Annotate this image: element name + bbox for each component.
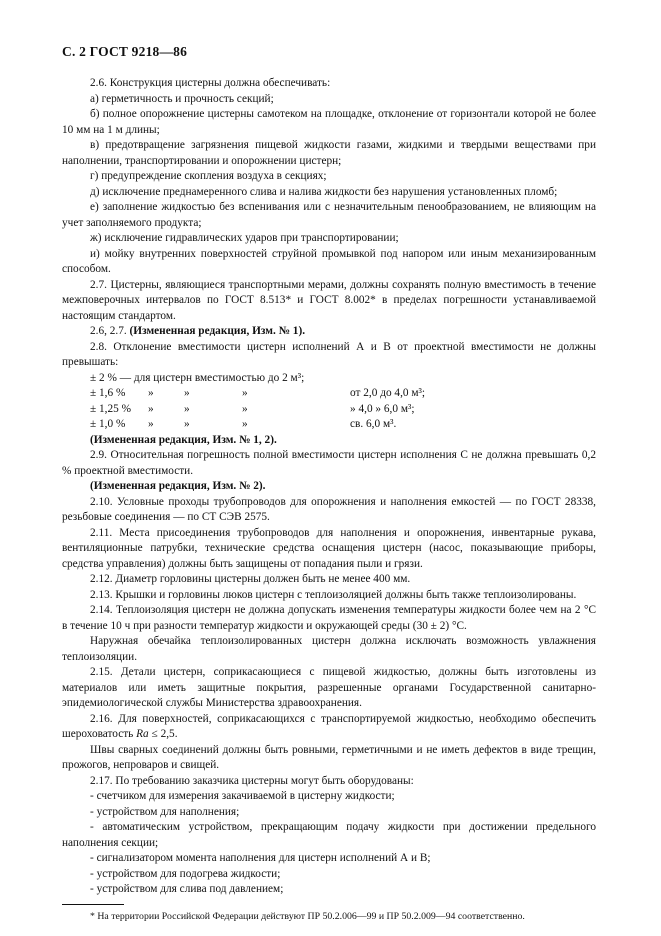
- tolerance-line-0: ± 2 % — для цистерн вместимостью до 2 м³;: [90, 371, 305, 384]
- clause-2-17-item: - устройством для наполнения;: [90, 805, 240, 818]
- clause-2-17-item: - автоматическим устройством, прекращающим подачу жидкости при достижении предельного наполнения секции;: [62, 821, 596, 849]
- clause-2-10: 2.10. Условные проходы трубопроводов для опорожнения и наполнения емкостей — по ГОСТ 28338, резьбовые соединения — по СТ СЭВ 2575.: [62, 495, 596, 523]
- ditto-mark: »: [148, 402, 154, 415]
- tolerance-row: [62, 417, 596, 433]
- clause-2-8: 2.8. Отклонение вместимости цистерн исполнений А и В от проектной вместимости не должны превышать:: [62, 340, 596, 368]
- clause-2-6-a: а) герметичность и прочность секций;: [90, 92, 274, 105]
- clause-2-16: [62, 712, 596, 743]
- clause-2-6-b: б) полное опорожнение цистерны самотеком на площадке, отклонение от горизонтали которой не более 10 мм на 1 м длины;: [62, 108, 596, 136]
- ditto-mark: »: [184, 402, 190, 415]
- clause-2-9: 2.9. Относительная погрешность полной вместимости цистерн исполнения С не должна превышать 0,2 % проектной вместимости.: [62, 449, 596, 477]
- clause-2-6-f: е) заполнение жидкостью без вспенивания или с незначительным пенообразованием, не влияющим на учет заполняемого продукта;: [62, 201, 596, 229]
- tolerance-value: ± 1,25 %: [90, 402, 132, 415]
- clause-2-17-item: - устройством для слива под давлением;: [90, 883, 284, 895]
- ditto-mark: »: [242, 402, 248, 415]
- tolerance-range: св. 6,0 м³.: [350, 418, 397, 430]
- tolerance-row: [62, 402, 596, 418]
- clause-2-6-e: д) исключение преднамеренного слива и налива жидкости без нарушения установленных пломб;: [90, 185, 558, 198]
- clause-2-17: 2.17. По требованию заказчика цистерны могут быть оборудованы:: [90, 774, 414, 787]
- clause-2-6-h: и) мойку внутренних поверхностей струйной промывкой под напором или иным механизированным способом.: [62, 247, 596, 275]
- ditto-mark: »: [184, 387, 190, 399]
- page-header: С. 2 ГОСТ 9218—86: [62, 44, 188, 59]
- clause-2-16-text: 2.16. Для поверхностей, соприкасающихся с транспортируемой жидкостью, необходимо обеспечить шероховатость: [62, 712, 596, 740]
- clause-2-12: 2.12. Диаметр горловины цистерны должен быть не менее 400 мм.: [90, 573, 411, 585]
- clause-2-15: 2.15. Детали цистерн, соприкасающиеся с пищевой жидкостью, должны быть изготовлены из материалов или иметь защитные покрытия, разрешенные органами Государственной санитарно-эпидемиологической службы Министерства здравоохранения.: [62, 666, 596, 709]
- document-body: [62, 76, 596, 923]
- clause-2-11: 2.11. Места присоединения трубопроводов для наполнения и опорожнения, инвентарные рукава, вентиляционные патрубки, технические средства оснащения цистерн (насос, показывающие приборы, средства управления) должны быть защищены от попадания пыли и грязи.: [62, 526, 596, 570]
- ditto-mark: »: [242, 418, 248, 430]
- clause-2-7: 2.7. Цистерны, являющиеся транспортными мерами, должны сохранять полную вместимость в течение межповерочных интервалов по ГОСТ 8.513* и ГОСТ 8.002* в пределах погрешности устанавливаемой настоящим стандартом.: [62, 278, 596, 322]
- tolerance-value: ± 1,6 %: [90, 387, 126, 399]
- clause-2-14: 2.14. Теплоизоляция цистерн не должна допускать изменения температуры жидкости более чем на 2 °С в течение 10 ч при разности температур жидкости и окружающей среды (30 ± 2) °С.: [62, 604, 596, 632]
- footnote: * На территории Российской Федерации действуют ПР 50.2.006—99 и ПР 50.2.009—94 соответственно.: [90, 910, 525, 922]
- clause-2-17-item: - сигнализатором момента наполнения для цистерн исполнений А и В;: [90, 852, 431, 864]
- tolerance-range: » 4,0 » 6,0 м³;: [350, 402, 415, 415]
- clause-2-16-welds: Швы сварных соединений должны быть ровными, герметичными и не иметь дефектов в виде трещин, прожогов, непроваров и свищей.: [62, 743, 596, 771]
- ditto-mark: »: [242, 387, 248, 399]
- clause-2-6-d: г) предупреждение скопления воздуха в секциях;: [90, 170, 327, 182]
- ditto-mark: »: [148, 387, 154, 399]
- revision-note-2: (Измененная редакция, Изм. № 1, 2).: [90, 433, 277, 446]
- clause-2-17-item: - счетчиком для измерения закачиваемой в цистерну жидкости;: [90, 790, 395, 802]
- clause-2-17-item: - устройством для подогрева жидкости;: [90, 867, 281, 880]
- ditto-mark: »: [148, 418, 154, 430]
- clause-2-13: 2.13. Крышки и горловины люков цистерн с теплоизоляцией должны быть также теплоизолированы.: [90, 588, 577, 601]
- revision-note-3: (Измененная редакция, Изм. № 2).: [90, 480, 266, 492]
- roughness-symbol: Ra: [136, 728, 149, 740]
- clause-2-6-g: ж) исключение гидравлических ударов при транспортировании;: [90, 232, 399, 244]
- clause-2-6: 2.6. Конструкция цистерны должна обеспечивать:: [90, 77, 331, 89]
- clause-2-6-c: в) предотвращение загрязнения пищевой жидкости газами, жидкими и твердыми веществами при наполнении, транспортировании и опорожнении цистерн;: [62, 139, 596, 167]
- revision-note-1: [62, 324, 596, 340]
- tolerance-range: от 2,0 до 4,0 м³;: [350, 387, 426, 399]
- ditto-mark: »: [184, 418, 190, 430]
- tolerance-row: [62, 386, 596, 402]
- clause-2-16-end: ≤ 2,5.: [148, 728, 178, 740]
- clause-2-14-cont: Наружная обечайка теплоизолированных цистерн должна исключать возможность увлажнения теплоизоляции.: [62, 635, 596, 663]
- revision-note-1-bold: (Измененная редакция, Изм. № 1).: [129, 325, 306, 337]
- revision-note-1-prefix: 2.6, 2.7.: [90, 325, 130, 337]
- footnote-divider: [62, 904, 124, 905]
- tolerance-value: ± 1,0 %: [90, 418, 126, 430]
